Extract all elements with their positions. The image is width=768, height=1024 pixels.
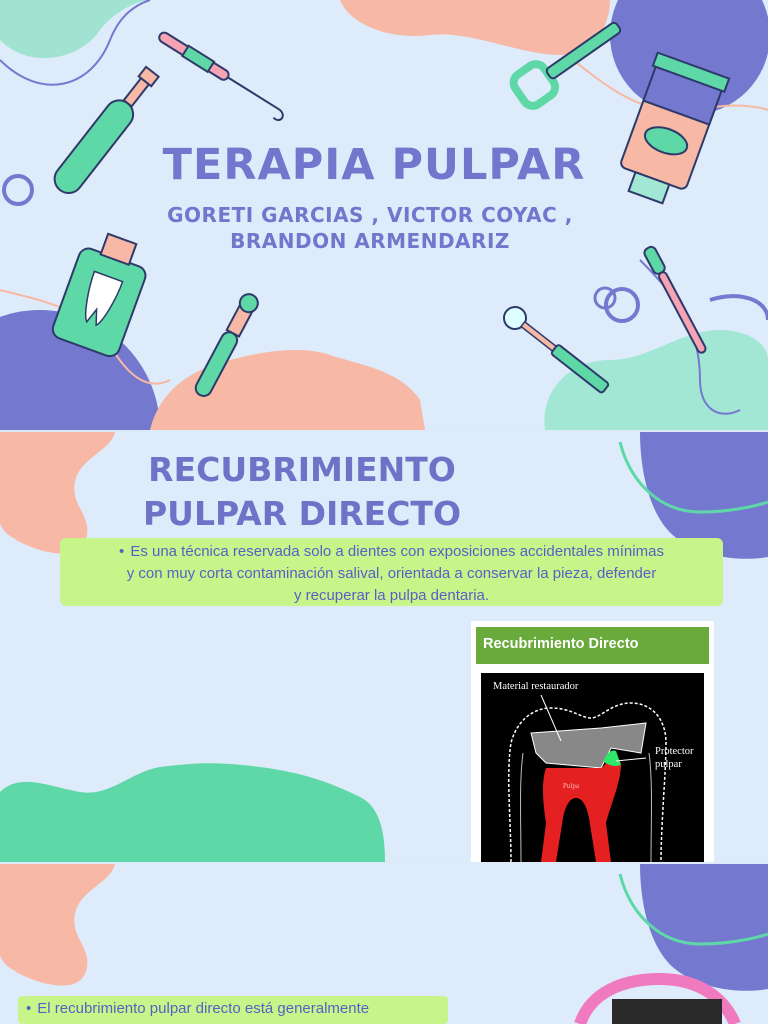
bullet-text-box xyxy=(18,996,448,1024)
authors-line-1: GORETI GARCIAS , VICTOR COYAC , xyxy=(167,203,573,227)
mint-blob-top-left xyxy=(0,0,150,58)
bullet-line-3: y recuperar la pulpa dentaria. xyxy=(293,587,490,604)
authors xyxy=(0,202,740,254)
bullet-line-1 xyxy=(68,541,715,563)
authors-line-2: BRANDON ARMENDARIZ xyxy=(230,229,510,253)
photo-thumbnail xyxy=(612,999,722,1024)
label-protector-line-2: pulpar xyxy=(655,759,682,770)
slide-heading xyxy=(92,448,512,536)
peach-blob-bottom xyxy=(150,350,425,430)
mint-wave-bottom-left xyxy=(0,763,385,862)
mint-blob-bottom-right xyxy=(544,330,768,430)
toothbrush-icon xyxy=(643,245,709,355)
label-pulpa: Pulpa xyxy=(563,782,579,790)
bullet-text-1: Es una técnica reservada solo a dientes con exposiciones accidentales mínimas xyxy=(130,543,664,560)
bullet-dot-icon: • xyxy=(119,543,125,560)
content-slide-partial xyxy=(0,864,768,1024)
dental-probe-icon xyxy=(155,30,289,122)
dental-mirror-icon xyxy=(500,303,613,398)
bullet-line-2: y con muy corta contaminación salival, orientada a conservar la pieza, defender xyxy=(126,565,657,582)
figure-header: Recubrimiento Directo xyxy=(476,627,709,664)
label-protector-line-1: Protector xyxy=(655,746,694,757)
heading-line-1: RECUBRIMIENTO xyxy=(148,450,456,489)
label-material-restaurador: Material restaurador xyxy=(493,681,579,692)
peach-blob-top xyxy=(340,0,610,55)
content-slide-recubrimiento xyxy=(0,432,768,862)
purple-blob-top-right xyxy=(640,864,768,991)
title-slide xyxy=(0,0,768,430)
bullet-text: El recubrimiento pulpar directo está generalmente xyxy=(37,1000,370,1017)
tooth-diagram-figure xyxy=(471,621,714,862)
presentation-title: TERAPIA PULPAR xyxy=(162,140,586,190)
tooth-diagram-image xyxy=(481,673,704,862)
peach-blob-top-left xyxy=(0,864,115,986)
bullet-text-box xyxy=(60,538,723,606)
heading-line-2: PULPAR DIRECTO xyxy=(142,494,461,533)
bullet-dot-icon: • xyxy=(26,1000,32,1017)
